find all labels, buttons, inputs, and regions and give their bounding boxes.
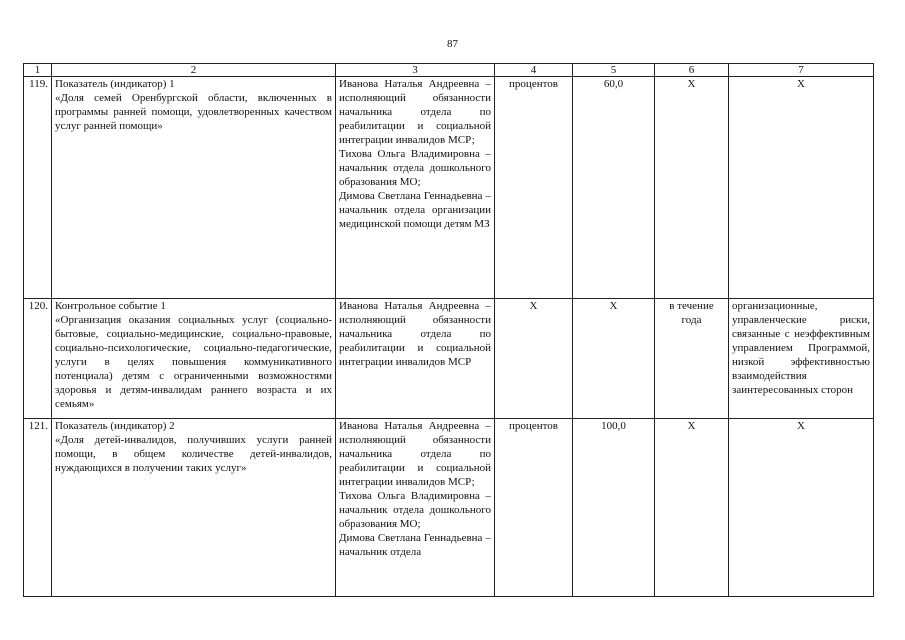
measure-title: Показатель (индикатор) 2 (55, 420, 175, 432)
column-number: 6 (655, 64, 729, 77)
responsible-person: Димова Светлана Геннадьевна – начальник отдела (339, 532, 491, 558)
responsible-person: Иванова Наталья Андреевна – исполняющий обязанности начальника отдела по реабилитации и социальной интеграции инвалидов МСР (339, 300, 491, 368)
column-number: 4 (495, 64, 573, 77)
measure-cell (52, 77, 336, 299)
column-number-row (24, 64, 874, 77)
column-number: 2 (52, 64, 336, 77)
column-number: 5 (573, 64, 655, 77)
measure-description: «Организация оказания социальных услуг (социально-бытовые, социально-медицинские, социально-правовые, социально-психологические, социально-педагогические, услуги в целях повышения коммуникативного потенциала) детям с ограниченными возможностями здоровья и детям-инвалидам раннего возраста и их семьям» (55, 314, 332, 410)
unit-cell: процентов (495, 419, 573, 597)
table-row (24, 77, 874, 299)
responsible-cell (336, 77, 495, 299)
indicators-table (23, 63, 874, 597)
measure-description: «Доля семей Оренбургской области, включенных в программы ранней помощи, удовлетворенных качеством услуг ранней помощи» (55, 92, 332, 132)
unit-cell: процентов (495, 77, 573, 299)
row-number: 119. (24, 77, 52, 299)
responsible-person: Иванова Наталья Андреевна – исполняющий обязанности начальника отдела по реабилитации и социальной интеграции инвалидов МСР; (339, 78, 491, 146)
responsible-person: Тихова Ольга Владимировна – начальник отдела дошкольного образования МО; (339, 490, 491, 530)
measure-description: «Доля детей-инвалидов, получивших услуги ранней помощи, в общем количестве детей-инвалидов, нуждающихся в получении таких услуг» (55, 434, 332, 474)
period-cell: Х (655, 77, 729, 299)
responsible-person: Иванова Наталья Андреевна – исполняющий обязанности начальника отдела по реабилитации и социальной интеграции инвалидов МСР; (339, 420, 491, 488)
risks-cell: организационные, управленческие риски, связанные с неэффективным управлением Программой, низкой эффективностью взаимодействия заинтересованных сторон (729, 299, 874, 419)
column-number: 7 (729, 64, 874, 77)
row-number: 121. (24, 419, 52, 597)
measure-title: Показатель (индикатор) 1 (55, 78, 175, 90)
column-number: 1 (24, 64, 52, 77)
page-number: 87 (447, 38, 458, 50)
risks-cell: Х (729, 77, 874, 299)
measure-cell (52, 419, 336, 597)
responsible-person: Димова Светлана Геннадьевна – начальник отдела организации медицинской помощи детям МЗ (339, 190, 491, 230)
table-row (24, 299, 874, 419)
value-cell: Х (573, 299, 655, 419)
table-row (24, 419, 874, 597)
measure-cell (52, 299, 336, 419)
period-cell: в течение года (655, 299, 729, 419)
risks-cell: Х (729, 419, 874, 597)
period-cell: Х (655, 419, 729, 597)
row-number: 120. (24, 299, 52, 419)
responsible-cell (336, 419, 495, 597)
responsible-person: Тихова Ольга Владимировна – начальник отдела дошкольного образования МО; (339, 148, 491, 188)
column-number: 3 (336, 64, 495, 77)
measure-title: Контрольное событие 1 (55, 300, 166, 312)
responsible-cell (336, 299, 495, 419)
unit-cell: Х (495, 299, 573, 419)
value-cell: 60,0 (573, 77, 655, 299)
value-cell: 100,0 (573, 419, 655, 597)
